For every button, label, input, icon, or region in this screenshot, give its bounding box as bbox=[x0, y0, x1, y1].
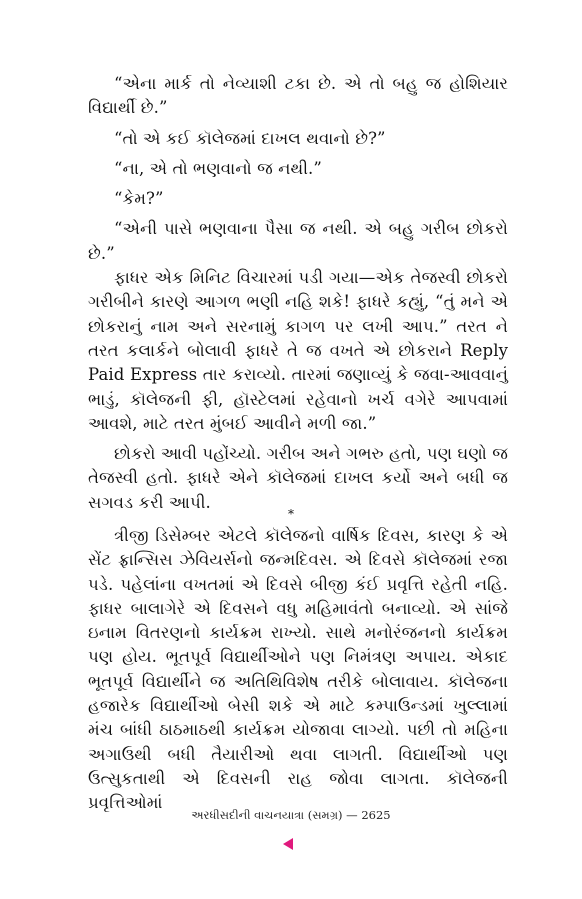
paragraph-1: “એના માર્ક તો નેવ્યાશી ટકા છે. એ તો બહુ જ હોશિયાર વિદ્યાર્થી છે.” bbox=[88, 74, 508, 118]
page-body-bottom bbox=[88, 524, 508, 816]
paragraph-6: ફાધર એક મિનિટ વિચારમાં પડી ગયા—એક તેજસ્વી છોકરો ગરીબીને કારણે આગળ ભણી નહિ શકે! ફાધરે કહ્યું, “તું મને એ છોકરાનું નામ અને સરનામું કાગળ પર લખી આપ.” તરત ને તરત કલાર્કને બોલાવી ફાધરે તે જ વખતે એ છોકરાને Reply Paid Express તાર કરાવ્યો. તારમાં જણાવ્યું કે જવા-આવવાનું ભાડું, કૉલેજની ફી, હૉસ્ટેલમાં રહેવાનો ખર્ચ વગેરે આપવામાં આવશે, માટે તરત મુંબઈ આવીને મળી જા.” bbox=[88, 268, 508, 433]
paragraph-7: છોકરો આવી પહોંચ્યો. ગરીબ અને ગભરુ હતો, પણ ઘણો જ તેજસ્વી હતો. ફાધરે એને કૉલેજમાં દાખલ કર્યો અને બધી જ સગવડ કરી આપી. bbox=[88, 444, 508, 512]
page-footer: અરધીસદીની વાચનયાત્રા (સમગ્ર) — 2625 bbox=[191, 808, 391, 822]
paragraph-2: “તો એ કઈ કૉલેજમાં દાખલ થવાનો છે?” bbox=[114, 128, 386, 148]
paragraph-4: “કેમ?” bbox=[114, 189, 164, 209]
triangle-left-icon[interactable] bbox=[283, 838, 293, 850]
section-break-ornament: * bbox=[288, 507, 294, 521]
paragraph-3: “ના, એ તો ભણવાનો જ નથી.” bbox=[114, 158, 322, 178]
paragraph-5: “એની પાસે ભણવાના પૈસા જ નથી. એ બહુ ગરીબ છોકરો છે.” bbox=[88, 219, 508, 263]
paragraph-8: ત્રીજી ડિસેમ્બર એટલે કૉલેજનો વાર્ષિક દિવસ, કારણ કે એ સેંટ ફ્રાન્સિસ ઝેવિયર્સનો જન્મદિવસ. એ દિવસે કૉલેજમાં રજા પડે. પહેલાંના વખતમાં એ દિવસે બીજી કંઈ પ્રવૃત્તિ રહેતી નહિ. ફાધર બાલાગેરે એ દિવસને વધુ મહિમાવંતો બનાવ્યો. એ સાંજે ઇનામ વિતરણનો કાર્યક્રમ રાખ્યો. સાથે મનોરંજનનો કાર્યક્રમ પણ હોય. ભૂતપૂર્વ વિદ્યાર્થીઓને પણ નિમંત્રણ અપાય. એકાદ ભૂતપૂર્વ વિદ્યાર્થીને જ અતિથિવિશેષ તરીકે બોલાવાય. કૉલેજના હજારેક વિદ્યાર્થીઓ બેસી શકે એ માટે કમ્પાઉન્ડમાં ખુલ્લામાં મંચ બાંધી ઠાઠમાઠથી કાર્યક્રમ યોજાવા લાગ્યો. પછી તો મહિના અગાઉથી બધી તૈયારીઓ થવા લાગતી. વિદ્યાર્થીઓ પણ ઉત્સુકતાથી એ દિવસની રાહ જોવા લાગતા. કૉલેજની પ્રવૃત્તિઓમાં bbox=[88, 526, 508, 813]
page-body-top bbox=[88, 72, 508, 515]
